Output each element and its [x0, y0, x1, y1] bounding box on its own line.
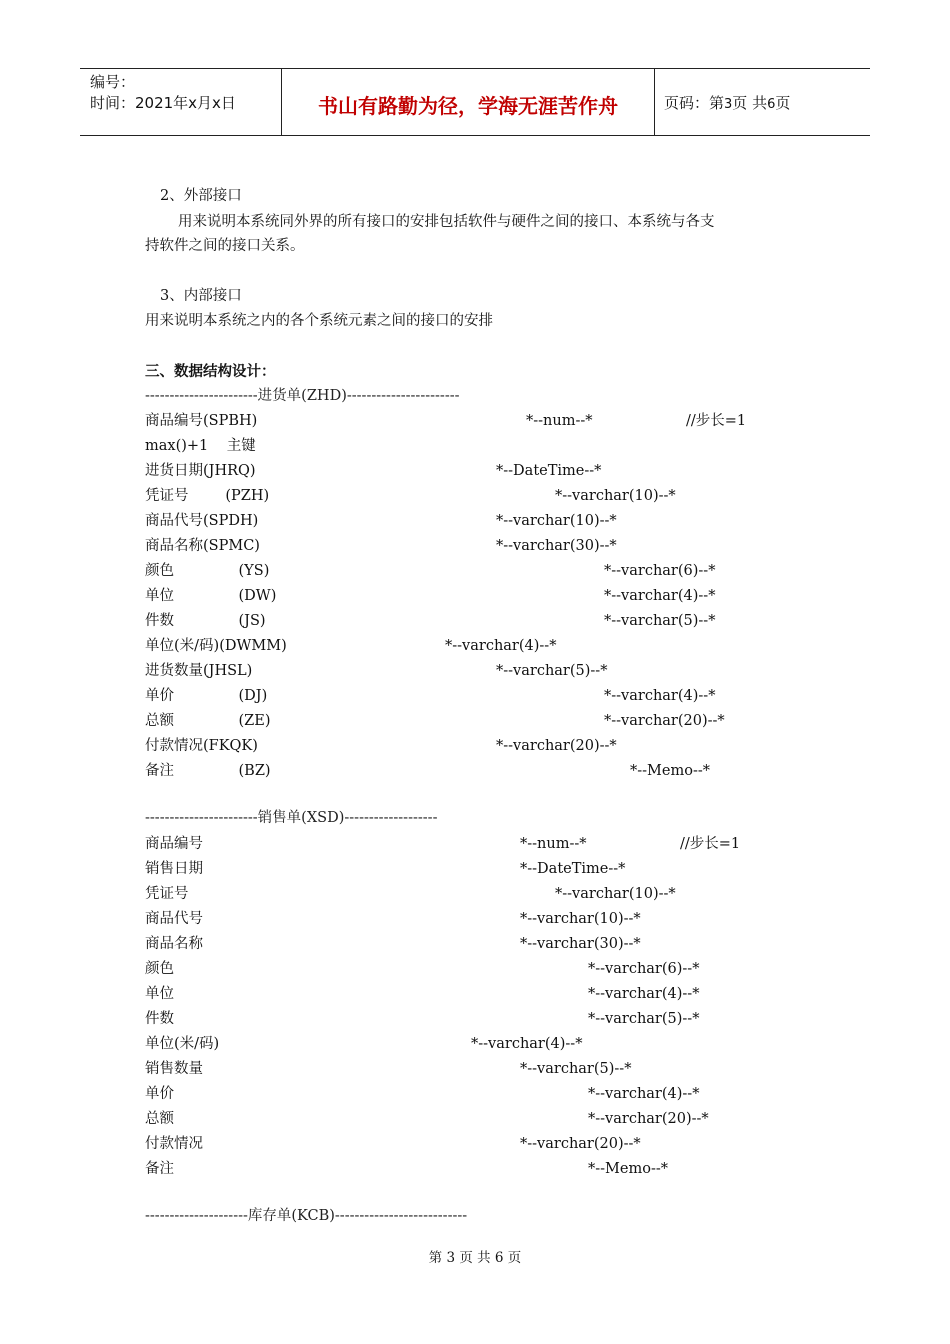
zhd-field-type: *--varchar(4)--* — [445, 638, 557, 654]
xsd-field-type: *--varchar(4)--* — [588, 986, 700, 1002]
xsd-field-type: *--varchar(6)--* — [588, 961, 700, 977]
xsd-field-type: *--DateTime--* — [520, 861, 626, 877]
header-divider-right — [654, 68, 655, 136]
zhd-field-type: *--varchar(10)--* — [555, 488, 676, 504]
external-interface-line2: 持软件之间的接口关系。 — [145, 238, 305, 254]
xsd-field-type: *--varchar(20)--* — [588, 1111, 709, 1127]
zhd-field-name: 进货日期(JHRQ) — [145, 463, 256, 479]
zhd-field-type: *--DateTime--* — [496, 463, 602, 479]
zhd-field-type: *--Memo--* — [630, 763, 711, 779]
xsd-field-type: *--varchar(5)--* — [520, 1061, 632, 1077]
page-prefix: 页码：第 — [664, 94, 725, 112]
xsd-field-name: 单价 — [145, 1086, 174, 1102]
page-footer: 第 3 页 共 6 页 — [428, 1250, 522, 1266]
xsd-field-type: *--varchar(4)--* — [588, 1086, 700, 1102]
xsd-field-name: 销售日期 — [145, 861, 203, 877]
zhd-field-name: 件数 (JS) — [145, 613, 266, 629]
doc-number-label: 编号： — [90, 73, 136, 91]
zhd-field-name: 备注 (BZ) — [145, 763, 271, 779]
xsd-field-name: 凭证号 — [145, 886, 189, 902]
internal-interface-line1: 用来说明本系统之内的各个系统元素之间的接口的安排 — [145, 313, 493, 329]
zhd-field-type: *--varchar(6)--* — [604, 563, 716, 579]
xsd-field-type: *--varchar(30)--* — [520, 936, 641, 952]
page-suffix: 页 — [775, 94, 791, 112]
xsd-field-type: *--varchar(10)--* — [555, 886, 676, 902]
header-meta — [90, 72, 236, 114]
zhd-field-name: 总额 (ZE) — [145, 713, 271, 729]
zhd-field-type: *--varchar(4)--* — [604, 588, 716, 604]
xsd-field-type: *--varchar(4)--* — [471, 1036, 583, 1052]
xsd-field-name: 单位 — [145, 986, 174, 1002]
zhd-field-name: 单价 (DJ) — [145, 688, 268, 704]
internal-interface-heading: 3、内部接口 — [160, 288, 242, 304]
zhd-field-type: *--varchar(20)--* — [604, 713, 725, 729]
zhd-field-name: 商品代号(SPDH) — [145, 513, 259, 529]
doc-time-label: 时间：2021年x月x日 — [90, 94, 236, 112]
xsd-field-name: 件数 — [145, 1011, 174, 1027]
zhd-field-type: *--varchar(5)--* — [604, 613, 716, 629]
xsd-field-name: 商品名称 — [145, 936, 203, 952]
xsd-title: -----------------------销售单(XSD)------------------- — [145, 810, 438, 826]
zhd-field-note: //步长=1 — [686, 413, 747, 429]
zhd-field-type: *--num--* — [526, 413, 593, 429]
zhd-field-name: 单位(米/码)(DWMM) — [145, 638, 287, 654]
header-top-rule — [80, 68, 870, 69]
zhd-field-name: 凭证号 (PZH) — [145, 488, 270, 504]
xsd-field-type: *--Memo--* — [588, 1161, 669, 1177]
section-heading: 三、数据结构设计： — [145, 364, 276, 380]
external-interface-heading: 2、外部接口 — [160, 188, 242, 204]
zhd-field-type: *--varchar(30)--* — [496, 538, 617, 554]
zhd-field-type: *--varchar(20)--* — [496, 738, 617, 754]
zhd-field-name: 单位 (DW) — [145, 588, 277, 604]
xsd-field-note: //步长=1 — [680, 836, 741, 852]
zhd-field-name: 付款情况(FKQK) — [145, 738, 258, 754]
zhd-field-type: *--varchar(4)--* — [604, 688, 716, 704]
xsd-field-type: *--num--* — [520, 836, 587, 852]
xsd-field-name: 备注 — [145, 1161, 174, 1177]
zhd-field-type: *--varchar(10)--* — [496, 513, 617, 529]
xsd-field-name: 颜色 — [145, 961, 174, 977]
xsd-field-name: 商品代号 — [145, 911, 203, 927]
xsd-field-name: 商品编号 — [145, 836, 203, 852]
xsd-field-name: 销售数量 — [145, 1061, 203, 1077]
page-header — [80, 68, 870, 136]
xsd-field-type: *--varchar(20)--* — [520, 1136, 641, 1152]
zhd-title: -----------------------进货单(ZHD)----------------------- — [145, 388, 460, 404]
page-total: 6 — [767, 97, 776, 112]
xsd-field-name: 单位(米/码) — [145, 1036, 220, 1052]
zhd-field-name: 商品编号(SPBH) — [145, 413, 258, 429]
xsd-field-type: *--varchar(10)--* — [520, 911, 641, 927]
page-current: 3 — [724, 97, 733, 112]
header-page-info — [664, 92, 790, 113]
xsd-field-name: 总额 — [145, 1111, 174, 1127]
xsd-field-type: *--varchar(5)--* — [588, 1011, 700, 1027]
zhd-field-name: 颜色 (YS) — [145, 563, 270, 579]
zhd-field-name: 商品名称(SPMC) — [145, 538, 260, 554]
kcb-title: ---------------------库存单(KCB)--------------------------- — [145, 1208, 468, 1224]
zhd-field-name: 进货数量(JHSL) — [145, 663, 253, 679]
page-mid: 页 共 — [732, 94, 768, 112]
xsd-field-name: 付款情况 — [145, 1136, 203, 1152]
zhd-field-type: *--varchar(5)--* — [496, 663, 608, 679]
external-interface-line1: 用来说明本系统同外界的所有接口的安排包括软件与硬件之间的接口、本系统与各支 — [178, 214, 715, 230]
header-bottom-rule — [80, 135, 870, 136]
header-motto: 书山有路勤为径，学海无涯苦作舟 — [318, 94, 618, 118]
zhd-field-name: max()+1 主键 — [145, 438, 256, 454]
